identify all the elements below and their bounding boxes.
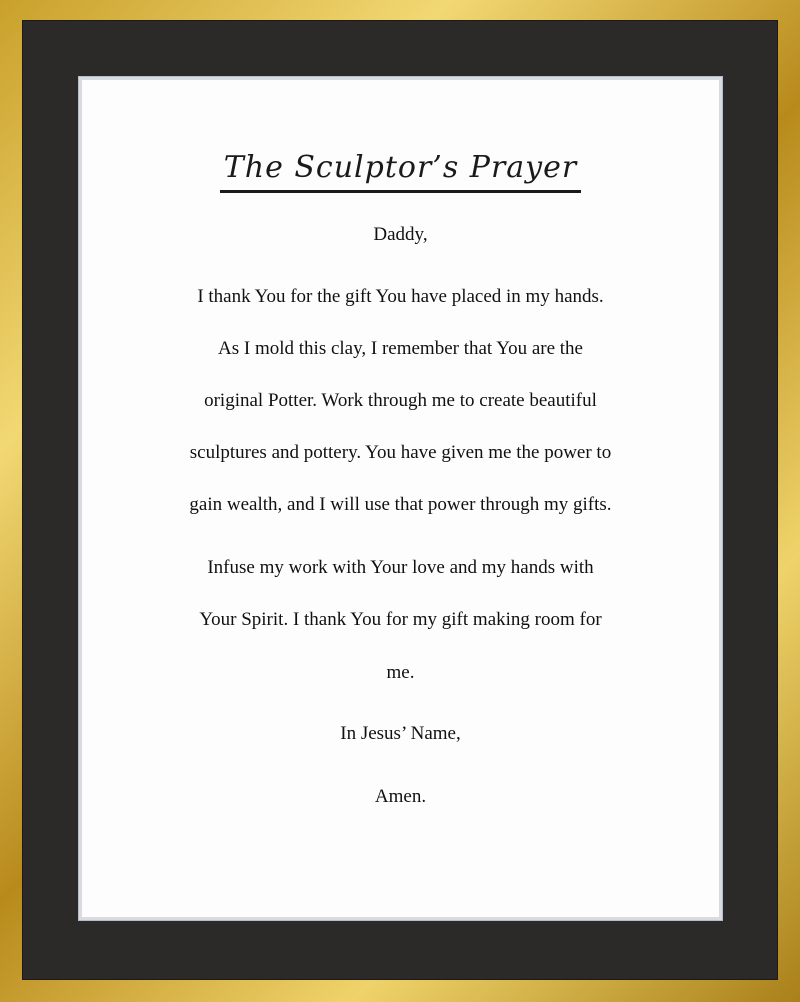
paragraph1-line-5: gain wealth, and I will use that power through my gifts. xyxy=(189,494,612,515)
paragraph1-line-1: I thank You for the gift You have placed in my hands. xyxy=(197,286,604,307)
paragraph2-line-2: Your Spirit. I thank You for my gift making room for xyxy=(199,609,602,630)
paragraph2-line-3: me. xyxy=(386,662,415,683)
prayer-document xyxy=(79,77,722,920)
paragraph1-line-2: As I mold this clay, I remember that You are the xyxy=(218,338,583,359)
paragraph1-line-4: sculptures and pottery. You have given me the power to xyxy=(189,442,612,463)
paragraph1-line-3: original Potter. Work through me to create beautiful xyxy=(204,390,597,411)
closing-line: In Jesus’ Name, xyxy=(340,723,461,744)
title-container xyxy=(82,150,719,193)
salutation: Daddy, xyxy=(373,224,428,245)
frame-mat xyxy=(22,20,778,980)
amen-line: Amen. xyxy=(374,786,427,807)
paragraph2-line-1: Infuse my work with Your love and my hands with xyxy=(207,557,594,578)
document-title: The Sculptor’s Prayer xyxy=(220,150,581,193)
